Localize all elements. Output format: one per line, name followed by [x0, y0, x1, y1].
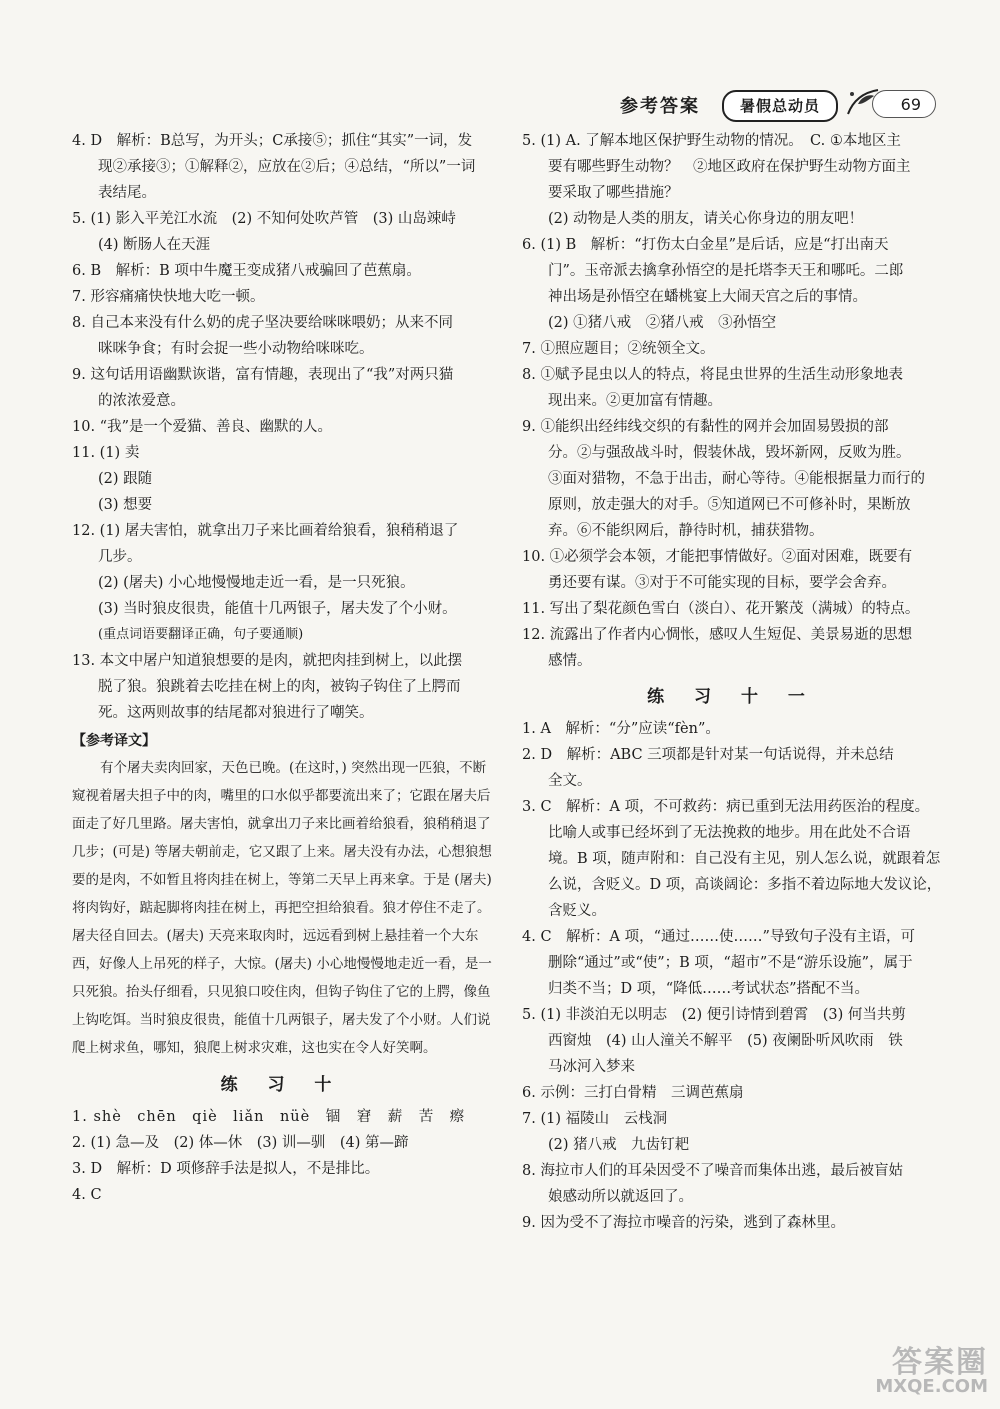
answer-line: 2. D 解析：ABC 三项都是针对某一句话说得，并未总结: [522, 747, 894, 763]
answer-line: 9. 因为受不了海拉市噪音的污染，逃到了森林里。: [522, 1215, 845, 1231]
answer-line: 弃。⑥不能织网后，静待时机，捕获猎物。: [548, 523, 824, 539]
answer-line: 的浓浓爱意。: [98, 393, 185, 409]
answer-line: 归类不当；D 项，“降低……考试状态”搭配不当。: [548, 981, 870, 997]
answer-line: 7. 形容痛痛快快地大吃一顿。: [72, 289, 265, 305]
page-number: 69: [872, 90, 936, 118]
answer-line: (2) 跟随: [98, 471, 153, 487]
answer-line: 6. 示例：三打白骨精 三调芭蕉扇: [522, 1085, 744, 1101]
answer-line: 勇还要有谋。③对于不可能实现的目标，要学会舍弃。: [548, 575, 896, 591]
section-title-ten: 练 习 十: [220, 1075, 344, 1095]
page-header: [620, 90, 938, 124]
answer-line: 全文。: [548, 773, 592, 789]
answer-line: (2) 动物是人类的朋友，请关心你身边的朋友吧！: [548, 211, 864, 227]
answer-line: 脱了狼。狼跳着去吃挂在树上的肉，被钩子钩住了上腭而: [98, 679, 461, 695]
answer-line: 4. D 解析：B总写，为开头；C承接⑤；抓住“其实”一词，发: [72, 133, 473, 149]
answer-line: ③面对猎物，不急于出击，耐心等待。④能根据量力而行的: [548, 471, 925, 487]
answer-line: 门”。玉帝派去擒拿孙悟空的是托塔李天王和哪吒。二郎: [548, 263, 904, 279]
answer-line: (3) 想要: [98, 497, 153, 513]
answer-line: 9. ①能织出经纬线交织的有黏性的网并会加固易毁损的部: [522, 419, 889, 435]
answer-line: 10. “我”是一个爱猫、善良、幽默的人。: [72, 419, 332, 435]
answer-line: 现②承接③；①解释②，应放在②后；④总结，“所以”一词: [98, 159, 476, 175]
watermark-logo-text: 答案圈: [892, 1345, 988, 1380]
answer-line: (4) 断肠人在天涯: [98, 237, 211, 253]
answer-line: 现出来。②更加富有情趣。: [548, 393, 722, 409]
answer-line: 8. 自己本来没有什么奶的虎子坚决要给咪咪喂奶；从来不同: [72, 315, 453, 331]
answer-line: 6. (1) B 解析：“打伤太白金星”是后话，应是“打出南天: [522, 237, 889, 253]
answer-line: 3. D 解析：D 项修辞手法是拟人，不是排比。: [72, 1161, 380, 1177]
section-title-eleven: 练 习 十 一: [647, 687, 817, 707]
answer-line: 8. ①赋予昆虫以人的特点，将昆虫世界的生活生动形象地表: [522, 367, 903, 383]
answer-line: 5. (1) A. 了解本地区保护野生动物的情况。 C. ①本地区主: [522, 133, 901, 149]
answer-line: 12. (1) 屠夫害怕，就拿出刀子来比画着给狼看，狼稍稍退了: [72, 523, 459, 539]
answer-line: 6. B 解析：B 项中牛魔王变成猪八戒骗回了芭蕉扇。: [72, 263, 421, 279]
answer-line: 7. ①照应题目；②统领全文。: [522, 341, 715, 357]
answer-line: 3. C 解析：A 项，不可救药：病已重到无法用药医治的程度。: [522, 799, 930, 815]
answer-line: 5. (1) 非淡泊无以明志 (2) 便引诗情到碧霄 (3) 何当共剪: [522, 1007, 906, 1023]
answer-line: 死。这两则故事的结尾都对狼进行了嘲笑。: [98, 705, 374, 721]
answer-line: 10. ①必须学会本领，才能把事情做好。②面对困难，既要有: [522, 549, 913, 565]
answer-line: (3) 当时狼皮很贵，能值十几两银子，屠夫发了个小财。: [98, 601, 457, 617]
answer-line: 感情。: [548, 653, 592, 669]
answer-line: 4. C: [72, 1187, 102, 1203]
left-column: [72, 128, 497, 1208]
answer-line: 13. 本文中屠户知道狼想要的是肉，就把肉挂到树上，以此摆: [72, 653, 463, 669]
answer-line: 咪咪争食；有时会捉一些小动物给咪咪吃。: [98, 341, 374, 357]
answer-line: 8. 海拉市人们的耳朵因受不了噪音而集体出逃，最后被盲姑: [522, 1163, 903, 1179]
header-title: 参考答案: [620, 96, 700, 117]
watermark-url: MXQE.COM: [875, 1376, 988, 1397]
answer-line: 几步。: [98, 549, 142, 565]
answer-line: 要有哪些野生动物？ ②地区政府在保护野生动物方面主: [548, 159, 911, 175]
answer-line: 神出场是孙悟空在蟠桃宴上大闹天宫之后的事情。: [548, 289, 867, 305]
site-watermark: [808, 1337, 988, 1397]
answer-line: 2. (1) 急—及 (2) 体—休 (3) 训—驯 (4) 第—蹄: [72, 1135, 409, 1151]
answer-line: 马冰河入梦来: [548, 1059, 635, 1075]
answer-line: 11. (1) 卖: [72, 445, 140, 461]
answer-line: 9. 这句话用语幽默诙谐，富有情趣，表现出了“我”对两只猫: [72, 367, 454, 383]
header-brand-badge: 暑假总动员: [722, 90, 838, 122]
answer-line: 删除“通过”或“使”；B 项，“超市”不是“游乐设施”，属于: [548, 955, 913, 971]
answer-note: (重点词语要翻译正确，句子要通顺): [98, 627, 304, 642]
answer-line: 含贬义。: [548, 903, 606, 919]
answer-line: (2) ①猪八戒 ②猪八戒 ③孙悟空: [548, 315, 777, 331]
answer-line: 比喻人或事已经坏到了无法挽救的地步。用在此处不合语: [548, 825, 911, 841]
answer-line: 11. 写出了梨花颜色雪白（淡白）、花开繁茂（满城）的特点。: [522, 601, 920, 617]
right-column: [522, 128, 942, 1236]
reference-translation: 有个屠夫卖肉回家，天色已晚。(在这时，) 突然出现一匹狼，不断窥视着屠夫担子中的肉，嘴里的口水似乎都要流出来了；它跟在屠夫后面走了好几里路。屠夫害怕，就拿出刀子来比画着给狼看，狼稍稍退了几步；(可是) 等屠夫朝前走，它又跟了上来。屠夫没有办法，心想狼想要的是肉，不如暂且将肉挂在树上，等第二天早上再来拿。于是 (屠夫) 将肉钩好，踮起脚将肉挂在树上，再把空担给狼看。狼才停住不走了。屠夫径自回去。(屠夫) 天亮来取肉时，远远看到树上悬挂着一个大东西，好像人上吊死的样子，大惊。(屠夫) 小心地慢慢地走近一看，是一只死狼。抬头仔细看，只见狼口咬住肉，但钩子钩住了它的上腭，像鱼上钩吃饵。当时狼皮很贵，能值十几两银子，屠夫发了个小财。人们说爬上树求鱼，哪知，狼爬上树求灾难，这也实在令人好笑啊。: [72, 760, 497, 1056]
answer-line: 要采取了哪些措施？: [548, 185, 679, 201]
answer-line: 原则，放走强大的对手。⑤知道网已不可修补时，果断放: [548, 497, 911, 513]
answer-line: (2) (屠夫) 小心地慢慢地走近一看，是一只死狼。: [98, 575, 415, 591]
answer-line: 7. (1) 福陵山 云栈洞: [522, 1111, 668, 1127]
answer-line: 娘感动所以就返回了。: [548, 1189, 693, 1205]
answer-line: 1. A 解析：“分”应读“fèn”。: [522, 721, 720, 737]
answer-line: 1. shè chēn qiè liǎn nüè 锢 窘 薪 苦 瘵: [72, 1109, 466, 1125]
answer-line: 表结尾。: [98, 185, 156, 201]
answer-line: 5. (1) 影入平羌江水流 (2) 不知何处吹芦管 (3) 山岛竦峙: [72, 211, 456, 227]
answer-line: 12. 流露出了作者内心惆怅，感叹人生短促、美景易逝的思想: [522, 627, 913, 643]
answer-line: 么说，含贬义。D 项，高谈阔论：多指不着边际地大发议论，: [548, 877, 942, 893]
answer-line: 境。B 项，随声附和：自己没有主见，别人怎么说，就跟着怎: [548, 851, 941, 867]
answer-line: 西窗烛 (4) 山人潼关不解平 (5) 夜阑卧听风吹雨 铁: [548, 1033, 903, 1049]
answer-line: 分。②与强敌战斗时，假装休战，毁坏新网，反败为胜。: [548, 445, 911, 461]
answer-line: 4. C 解析：A 项，“通过……使……”导致句子没有主语，可: [522, 929, 915, 945]
answer-line: (2) 猪八戒 九齿钉耙: [548, 1137, 690, 1153]
translation-tag: 【参考译文】: [72, 733, 156, 749]
